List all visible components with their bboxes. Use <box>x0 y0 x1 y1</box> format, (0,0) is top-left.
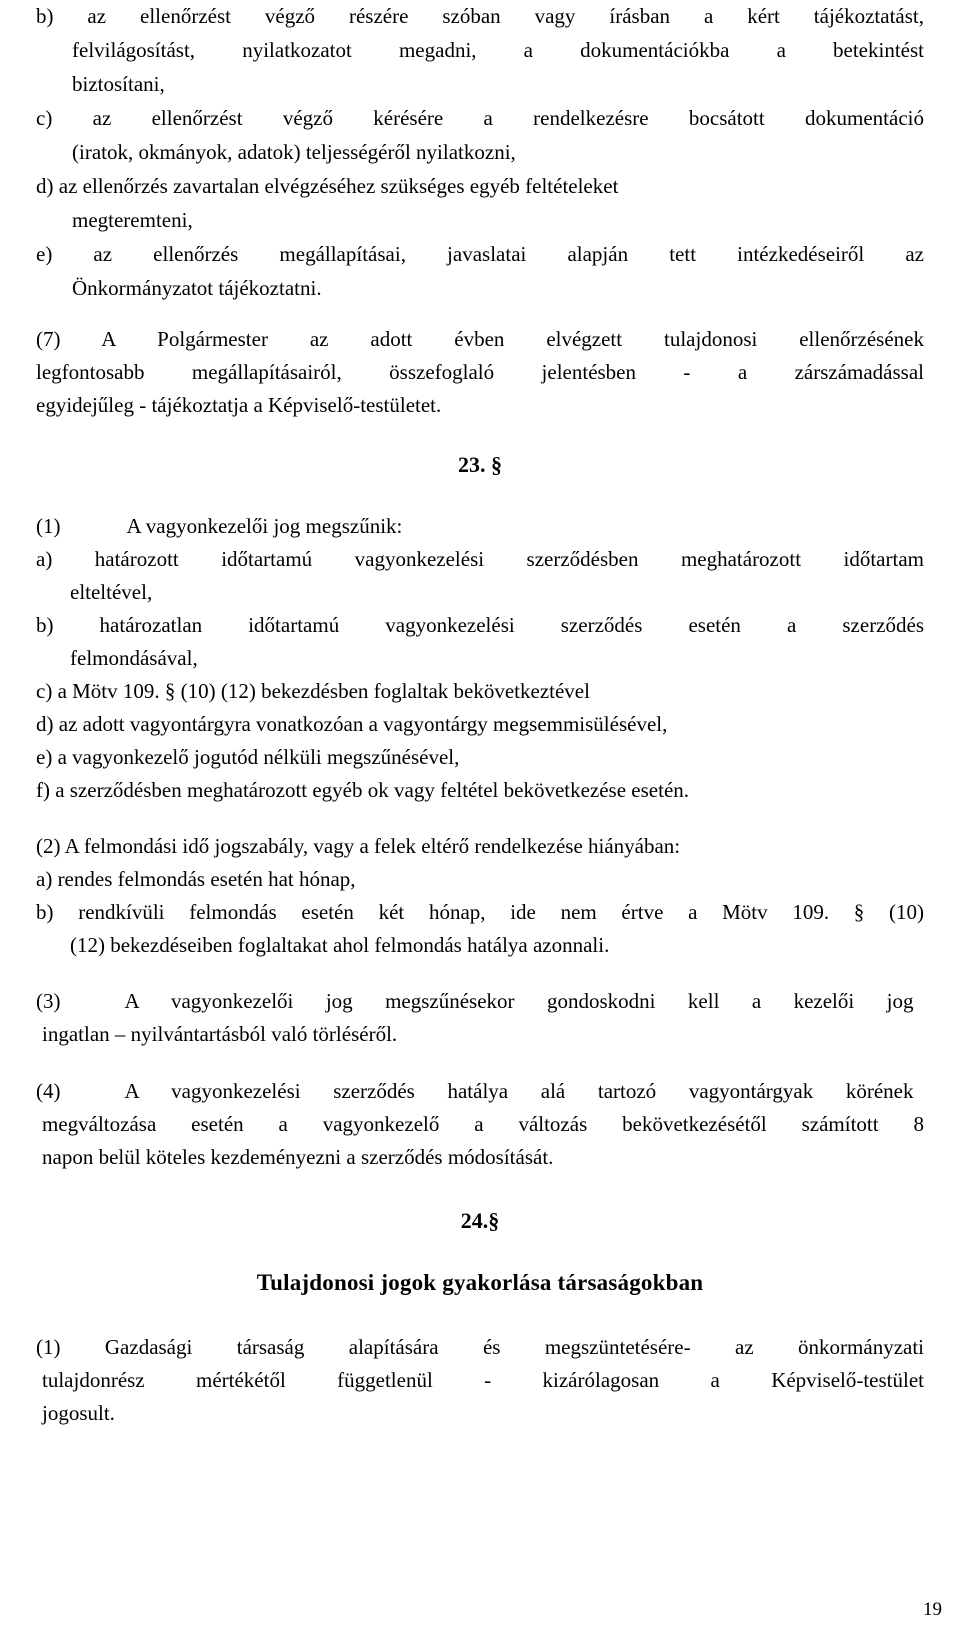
item-b-line2: felvilágosítást, nyilatkozatot megadni, a dokumentációkba a betekintést <box>72 38 924 62</box>
sec23-p4-line3: napon belül köteles kezdeményezni a szerződés módosítását. <box>42 1145 554 1169</box>
sec23-p3-num: (3) <box>36 989 61 1013</box>
sec23-a-line2: elteltével, <box>70 580 153 604</box>
sec23-c-line: c) a Mötv 109. § (10) (12) bekezdésben foglaltak bekövetkeztével <box>36 679 590 703</box>
sec23-p2-a: a) rendes felmondás esetén hat hónap, <box>36 867 356 891</box>
sec23-p4-num: (4) <box>36 1079 61 1103</box>
item-d-line2: megteremteni, <box>72 208 193 232</box>
section-23-heading: 23. § <box>458 452 502 477</box>
item-b-line1: b) az ellenőrzést végző részére szóban vagy írásban a kért tájékoztatást, <box>36 4 924 28</box>
sec23-p4-text1: A vagyonkezelési szerződés hatálya alá tartozó vagyontárgyak körének <box>124 1079 914 1103</box>
section-24-heading: 24.§ <box>460 1208 500 1233</box>
sec23-p3-text1: A vagyonkezelői jog megszűnésekor gondoskodni kell a kezelői jog <box>124 989 914 1013</box>
sec23-p3-line2: ingatlan – nyilvántartásból való törléséről. <box>42 1022 398 1046</box>
sec23-p3-line1 <box>36 985 924 1017</box>
item-b-line3: biztosítani, <box>72 72 165 96</box>
sec23-f-line: f) a szerződésben meghatározott egyéb ok vagy feltétel bekövetkezése esetén. <box>36 778 690 802</box>
item-c-line2: (iratok, okmányok, adatok) teljességéről nyilatkozni, <box>72 140 516 164</box>
section-24-title: Tulajdonosi jogok gyakorlása társaságokban <box>256 1270 704 1295</box>
sec23-p1-num: (1) <box>36 514 61 538</box>
sec23-a-line1: a) határozott időtartamú vagyonkezelési szerződésben meghatározott időtartam <box>36 547 924 571</box>
sec23-p4-line2: megváltozása esetén a vagyonkezelő a változás bekövetkezésétől számított 8 <box>42 1112 924 1136</box>
sec23-b-line1: b) határozatlan időtartamú vagyonkezelési szerződés esetén a szerződés <box>36 613 924 637</box>
sec23-e-line: e) a vagyonkezelő jogutód nélküli megszűnésével, <box>36 745 460 769</box>
para7-line1: (7) A Polgármester az adott évben elvégzett tulajdonosi ellenőrzésének <box>36 327 924 351</box>
item-e-line2: Önkormányzatot tájékoztatni. <box>72 276 322 300</box>
item-d-line1: d) az ellenőrzés zavartalan elvégzéséhez szükséges egyéb feltételeket <box>36 174 619 198</box>
item-c-line1: c) az ellenőrzést végző kérésére a rendelkezésre bocsátott dokumentáció <box>36 106 924 130</box>
sec23-p1 <box>36 510 924 542</box>
sec23-p1-text: A vagyonkezelői jog megszűnik: <box>126 514 403 538</box>
sec24-p1-line2: tulajdonrész mértékétől függetlenül - kizárólagosan a Képviselő-testület <box>42 1368 924 1392</box>
sec23-p2-b-line2: (12) bekezdéseiben foglaltakat ahol felmondás hatálya azonnali. <box>70 933 610 957</box>
sec23-b-line2: felmondásával, <box>70 646 198 670</box>
page-number: 19 <box>923 1599 942 1620</box>
sec23-d-line: d) az adott vagyontárgyra vonatkozóan a vagyontárgy megsemmisülésével, <box>36 712 668 736</box>
para7-line2: legfontosabb megállapításairól, összefoglaló jelentésben - a zárszámadással <box>36 360 924 384</box>
item-e-line1: e) az ellenőrzés megállapításai, javaslatai alapján tett intézkedéseiről az <box>36 242 924 266</box>
sec24-p1-line1: (1) Gazdasági társaság alapítására és megszüntetésére- az önkormányzati <box>36 1335 924 1359</box>
sec24-p1-line3: jogosult. <box>42 1401 115 1425</box>
para7-line3: egyidejűleg - tájékoztatja a Képviselő-testületet. <box>36 393 442 417</box>
sec23-p2-b-line1: b) rendkívüli felmondás esetén két hónap, ide nem értve a Mötv 109. § (10) <box>36 900 924 924</box>
sec23-p2-line: (2) A felmondási idő jogszabály, vagy a felek eltérő rendelkezése hiányában: <box>36 834 681 858</box>
sec23-p4-line1 <box>36 1075 924 1107</box>
